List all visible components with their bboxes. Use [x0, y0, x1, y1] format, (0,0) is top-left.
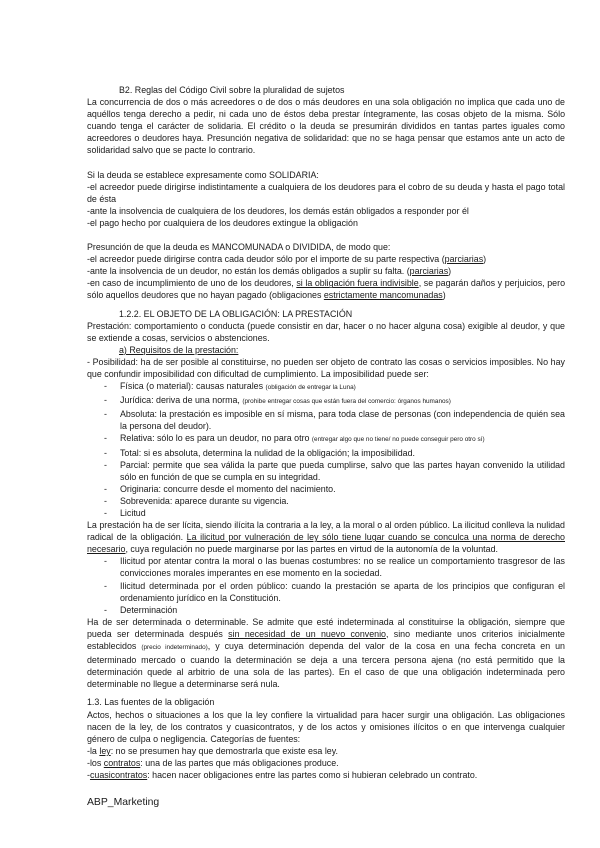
document-body — [87, 84, 565, 781]
list-item-juridica: - Jurídica: deriva de una norma, (prohibe entregar cosas que están fuera del comercio: órganos humanos) — [104, 395, 451, 406]
ilicitud-list — [87, 555, 565, 615]
list-item-ilicitud-moral: - Ilicitud por atentar contra la moral o las buenas costumbres: no se realice un comportamiento trasgresor de las convicciones morales imperantes en ese momento en la sociedad. — [104, 556, 565, 579]
subheading-requisitos: a) Requisitos de la prestación: — [119, 344, 239, 355]
spacer — [87, 157, 565, 169]
list-item-ilicitud-orden: - Ilicitud determinada por el orden público: cuando la prestación se aparta de los principios que configuran el ordenamiento jurídico en la Constitución. — [104, 580, 565, 603]
solidaria-item-3: -el pago hecho por cualquiera de los deudores extingue la obligación — [87, 217, 358, 228]
paragraph-determinacion: Ha de ser determinada o determinable. Se admite que esté indeterminada al constituirse la obligación, siempre que pueda ser determinada después sin necesidad de un nuevo convenio, sino mediante unos criterios inicialmente establecidos (precio indeterminado), y cuya determinación dependa del valor de la cosa en una fecha concreta en un determinado mercado o cuando la determinación se deja a una tercera persona ajena (no está permitido que la determinación quede al arbitrio de una sola de las partes). En el caso de que una obligación indeterminada pero determinable no llegue a determinarse será nula. — [87, 616, 565, 690]
solidaria-item-2: -ante la insolvencia de cualquiera de los deudores, los demás están obligados a responder por él — [87, 205, 469, 216]
underlined-term: contratos — [103, 757, 141, 768]
paragraph-posibilidad: - Posibilidad: ha de ser posible al constituirse, no pueden ser objeto de contrato las cosas o servicios imposibles. No hay que confundir imposibilidad con dificultad de cumplimiento. La imposibilidad puede ser: — [87, 356, 565, 379]
underlined-term: parciarias — [409, 266, 449, 277]
list-item-fisica: - Física (o material): causas naturales (obligación de entregar la Luna) — [104, 381, 356, 392]
underlined-term: estrictamente mancomunadas — [323, 290, 443, 301]
section-heading-objeto: 1.2.2. EL OBJETO DE LA OBLIGACIÓN: LA PRESTACIÓN — [119, 308, 353, 319]
list-item-absoluta: - Absoluta: la prestación es imposible en sí misma, para toda clase de personas (con independencia de quién sea la persona del deudor). — [104, 409, 565, 432]
underlined-term: si la obligación fuera indivisible — [296, 278, 419, 289]
list-item-parcial: - Parcial: permite que sea válida la parte que pueda cumplirse, salvo que las partes hayan convenido la utilidad sólo en función de que se cumpla en su integridad. — [104, 459, 565, 482]
mancomunada-item-1: -el acreedor puede dirigirse contra cada deudor sólo por el importe de su parte respectiva (parciarias) — [87, 254, 487, 265]
mancomunada-intro: Presunción de que la deuda es MANCOMUNADA o DIVIDIDA, de modo que: — [87, 242, 391, 253]
list-item-determinacion: - Determinación — [104, 604, 178, 615]
underlined-term: cuasicontratos — [89, 769, 148, 780]
mancomunada-item-2: -ante la insolvencia de un deudor, no están los demás obligados a suplir su falta. (parciarias) — [87, 266, 452, 277]
underlined-term: ley — [99, 745, 111, 756]
underlined-term: sin necesidad de un nuevo convenio — [228, 628, 386, 639]
list-item-licitud: - Licitud — [104, 508, 146, 518]
underlined-term: La ilicitud por vulneración de ley sólo tiene lugar cuando se conculca una norma de derecho necesario — [87, 532, 565, 555]
list-item-sobrevenida: - Sobrevenida: aparece durante su vigencia. — [104, 495, 289, 506]
section-heading-b2: B2. Reglas del Código Civil sobre la pluralidad de sujetos — [119, 85, 345, 95]
paragraph-licitud: La prestación ha de ser lícita, siendo ilícita la contraria a la ley, a la moral o al orden público. La ilicitud conlleva la nulidad radical de la obligación. La ilicitud por vulneración de ley sólo tiene lugar cuando se conculca una norma de derecho necesario, cuya regulación no puede marginarse por las partes en virtud de la autonomía de la voluntad. — [87, 520, 565, 555]
paragraph-pluralidad: La concurrencia de dos o más acreedores o de dos o más deudores en una sola obligación no implica que cada uno de aquéllos tenga derecho a pedir, ni cada uno de éstos deba prestar íntegramente, las cosas objeto de la misma. Sólo cuando tenga el carácter de solidaria. El crédito o la deuda se presumirán divididos en tantas partes iguales como acreedores o deudores haya. Presunción negativa de solidaridad: que no se haga pensar que estamos ante un acto de solidaridad salvo que se pacte lo contrario. — [87, 97, 565, 156]
paragraph-prestacion: Prestación: comportamiento o conducta (puede consistir en dar, hacer o no hacer alguna cosa) exigible al deudor, y que se extiende a cosas, servicios o abstenciones. — [87, 320, 565, 343]
fuente-contratos: -los contratos: una de las partes que más obligaciones produce. — [87, 757, 339, 768]
mancomunada-item-3: -en caso de incumplimiento de uno de los deudores, si la obligación fuera indivisible, se pagarán daños y perjuicios, pero sólo aquellos deudores que no hayan pagado (obligaciones estrictamente mancomunadas) — [87, 278, 565, 301]
underlined-term: parciarias — [444, 254, 484, 265]
list-item-originaria: - Originaria: concurre desde el momento del nacimiento. — [104, 483, 336, 494]
spacer — [87, 229, 565, 241]
fuente-cuasicontratos: -cuasicontratos: hacen nacer obligaciones entre las partes como si hubieran celebrado un contrato. — [87, 769, 478, 780]
section-heading-fuentes: 1.3. Las fuentes de la obligación — [87, 697, 215, 708]
solidaria-item-1: -el acreedor puede dirigirse indistintamente a cualquiera de los deudores para el cobro de su deuda y hasta el pago total de ésta — [87, 181, 565, 204]
fuente-ley: -la ley: no se presumen hay que demostrarla que existe esa ley. — [87, 745, 338, 756]
imposibilidad-list — [87, 380, 565, 519]
paragraph-fuentes: Actos, hechos o situaciones a los que la ley confiere la virtualidad para hacer surgir una obligación. Las obligaciones nacen de la ley, de los contratos y cuasicontratos, y de los actos y omisiones ilícitos o en que intervenga cualquier género de culpa o negligencia. Categorías de fuentes: — [87, 709, 565, 744]
list-item-total: - Total: si es absoluta, determina la nulidad de la obligación; la imposibilidad. — [104, 447, 416, 458]
list-item-relativa: - Relativa: sólo lo es para un deudor, no para otro (entregar algo que no tiene/ no puede conseguir pero otro sí) — [104, 433, 485, 444]
page-footer: ABP_Marketing — [87, 797, 160, 808]
solidaria-intro: Si la deuda se establece expresamente como SOLIDARIA: — [87, 169, 319, 180]
